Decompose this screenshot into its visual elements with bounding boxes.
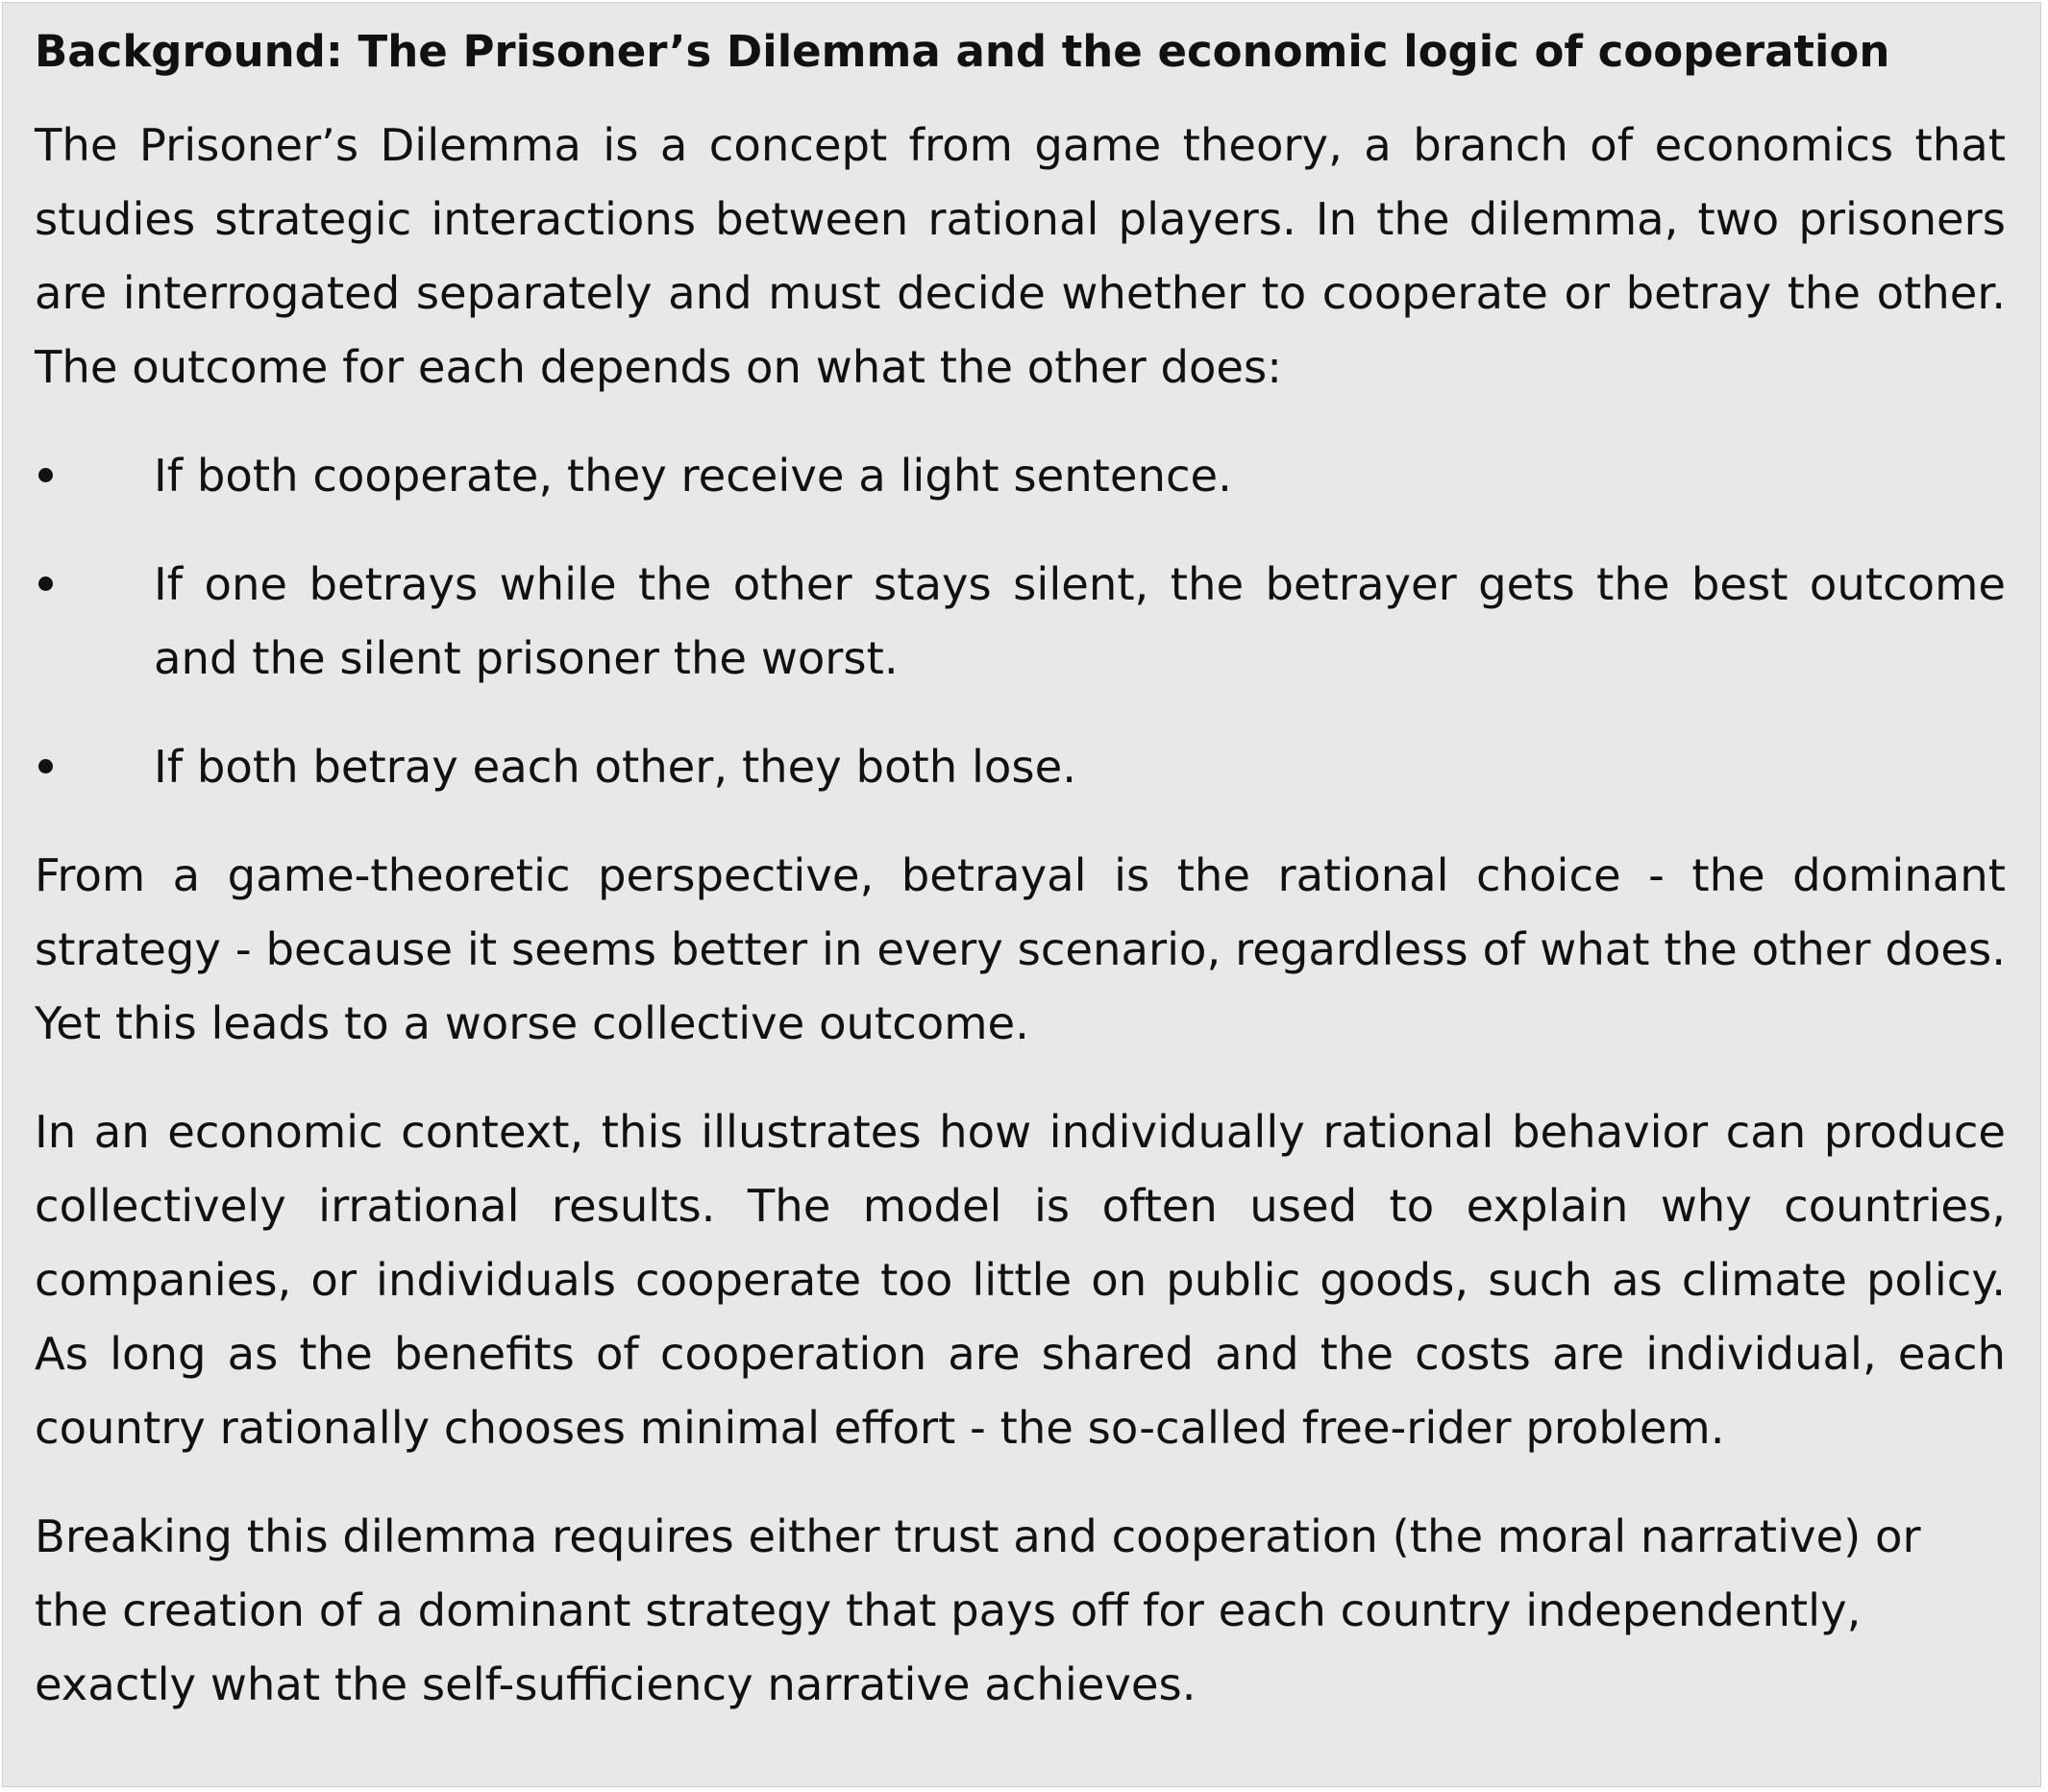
- bullet-icon: [38, 759, 53, 773]
- list-item-text: If one betrays while the other stays silent, the betrayer gets the best outcome and the silent prisoner the worst.: [154, 558, 2006, 684]
- breaking-dilemma-paragraph: Breaking this dilemma requires either trust and cooperation (the moral narrative) or the creation of a dominant strategy that pays off for each country independently, exactly what the self-sufficiency narrative achieves.: [35, 1510, 1921, 1710]
- bullet-icon: [38, 468, 53, 482]
- list-item-text: If both cooperate, they receive a light sentence.: [154, 450, 1232, 502]
- background-box: [2, 2, 2041, 1787]
- list-item: [35, 730, 2006, 804]
- list-item: [35, 548, 2006, 696]
- section-heading: Background: The Prisoner’s Dilemma and the economic logic of cooperation: [35, 26, 1890, 77]
- list-item-text: If both betray each other, they both lose.: [154, 741, 1076, 793]
- bullet-icon: [38, 577, 53, 591]
- list-item: [35, 439, 2006, 513]
- intro-paragraph: The Prisoner’s Dilemma is a concept from game theory, a branch of economics that studies strategic interactions between rational players. In the dilemma, two prisoners are interrogated separately and must decide whether to cooperate or betray the other. The outcome for each depends on what the other does:: [35, 119, 2006, 393]
- economic-context-paragraph: In an economic context, this illustrates how individually rational behavior can produce collectively irrational results. The model is often used to explain why countries, companies, or individuals cooperate too little on public goods, such as climate policy. As long as the benefits of cooperation are shared and the costs are individual, each country rationally chooses minimal effort - the so-called free-rider problem.: [35, 1106, 2006, 1454]
- dominant-strategy-paragraph: From a game-theoretic perspective, betrayal is the rational choice - the dominant strategy - because it seems better in every scenario, regardless of what the other does. Yet this leads to a worse collective outcome.: [35, 849, 2006, 1049]
- outcomes-list: [35, 439, 2006, 804]
